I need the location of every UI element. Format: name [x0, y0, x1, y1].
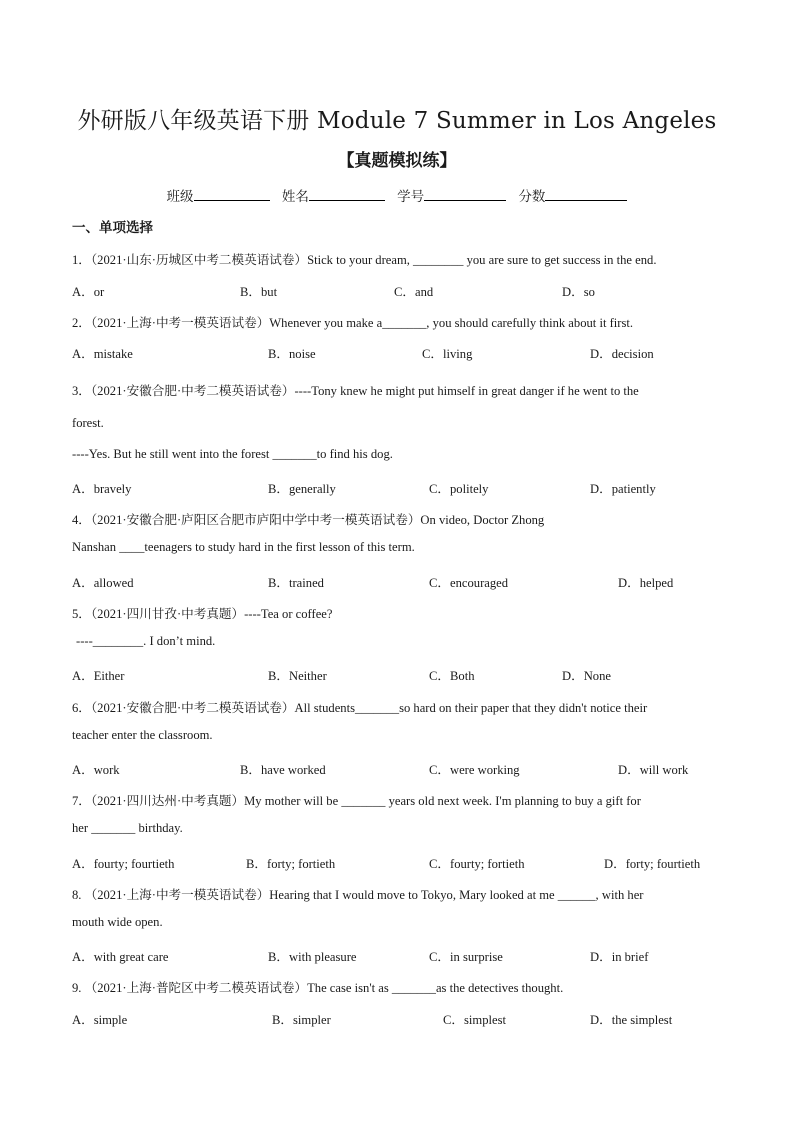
question-2-stem: 2．（2021·上海·中考一模英语试卷）Whenever you make a_______, you should carefully think about it first. [72, 316, 634, 330]
question-8-option-b: B．with pleasure [268, 950, 357, 964]
question-1-option-d: D．so [562, 285, 595, 299]
question-6-option-b: B．have worked [240, 763, 326, 777]
question-8-option-d: D．in brief [590, 950, 649, 964]
question-9-stem: 9. （2021·上海·普陀区中考二模英语试卷）The case isn't as _______as the detectives thought. [72, 981, 564, 995]
question-9-option-d: D．the simplest [590, 1013, 673, 1027]
question-8-stem-cont: mouth wide open. [72, 915, 163, 929]
question-9-option-c: C．simplest [443, 1013, 506, 1027]
question-7-option-b: B．forty; fortieth [246, 857, 336, 871]
page-title: 外研版八年级英语下册 Module 7 Summer in Los Angeles [77, 108, 717, 134]
question-5-option-a: A．Either [72, 669, 125, 683]
question-3-option-a: A．bravely [72, 482, 132, 496]
question-5-option-c: C．Both [429, 669, 475, 683]
question-2-option-a: A．mistake [72, 347, 133, 361]
question-2-option-d: D．decision [590, 347, 654, 361]
name-blank [309, 186, 385, 201]
question-4-stem-cont: Nanshan ____teenagers to study hard in the first lesson of this term. [72, 540, 415, 554]
name-label: 姓名 [281, 189, 309, 205]
class-blank [194, 186, 270, 201]
question-4-stem: 4．（2021·安徽合肥·庐阳区合肥市庐阳中学中考一模英语试卷）On video, Doctor Zhong [72, 513, 545, 527]
student-id-label: 学号 [397, 189, 425, 205]
question-6-option-a: A．work [72, 763, 120, 777]
question-3-option-d: D．patiently [590, 482, 656, 496]
question-7-stem-cont: her _______ birthday. [72, 821, 183, 835]
question-5-reply: ----________. I don’t mind. [76, 634, 216, 648]
score-blank [545, 186, 627, 201]
question-9-option-a: A．simple [72, 1013, 128, 1027]
question-3-option-c: C．politely [429, 482, 489, 496]
question-3-stem-cont: forest. [72, 416, 104, 430]
question-8-stem: 8. （2021·上海·中考一模英语试卷）Hearing that I would move to Tokyo, Mary looked at me ______, with her [72, 888, 644, 902]
question-1-stem: 1．（2021·山东·历城区中考二模英语试卷）Stick to your dream, ________ you are sure to get success in the end. [72, 253, 657, 267]
question-3-option-b: B．generally [268, 482, 336, 496]
question-3-stem-reply: ----Yes. But he still went into the forest _______to find his dog. [72, 447, 393, 461]
question-1-option-a: A．or [72, 285, 105, 299]
question-7-stem: 7．（2021·四川达州·中考真题）My mother will be _______ years old next week. I'm planning to buy a gift for [72, 794, 641, 808]
student-info-row [0, 185, 794, 205]
question-2-option-b: B．noise [268, 347, 316, 361]
question-2-option-c: C．living [422, 347, 473, 361]
question-7-option-c: C．fourty; fortieth [429, 857, 525, 871]
page-subtitle: 【真题模拟练】 [337, 151, 457, 171]
question-4-option-c: C．encouraged [429, 576, 509, 590]
question-3-stem: 3．（2021·安徽合肥·中考二模英语试卷）----Tony knew he might put himself in great danger if he went to the [72, 384, 639, 398]
question-1-option-c: C．and [394, 285, 434, 299]
question-8-option-c: C．in surprise [429, 950, 503, 964]
question-4-option-a: A．allowed [72, 576, 134, 590]
question-1-option-b: B．but [240, 285, 278, 299]
question-4-option-d: D．helped [618, 576, 674, 590]
question-5-stem: 5．（2021·四川甘孜·中考真题）----Tea or coffee? [72, 607, 333, 621]
question-6-stem: 6．（2021·安徽合肥·中考二模英语试卷）All students_______so hard on their paper that they didn't notice their [72, 701, 648, 715]
question-7-option-d: D．forty; fourtieth [604, 857, 701, 871]
question-5-option-d: D．None [562, 669, 611, 683]
class-label: 班级 [166, 189, 194, 205]
student-id-blank [424, 186, 506, 201]
question-6-option-c: C．were working [429, 763, 520, 777]
question-5-option-b: B．Neither [268, 669, 327, 683]
question-7-option-a: A．fourty; fourtieth [72, 857, 175, 871]
question-8-option-a: A．with great care [72, 950, 169, 964]
section-title: 一、单项选择 [72, 220, 153, 236]
score-label: 分数 [518, 189, 546, 205]
question-4-option-b: B．trained [268, 576, 324, 590]
question-6-option-d: D．will work [618, 763, 689, 777]
question-6-stem-cont: teacher enter the classroom. [72, 728, 213, 742]
question-9-option-b: B．simpler [272, 1013, 331, 1027]
